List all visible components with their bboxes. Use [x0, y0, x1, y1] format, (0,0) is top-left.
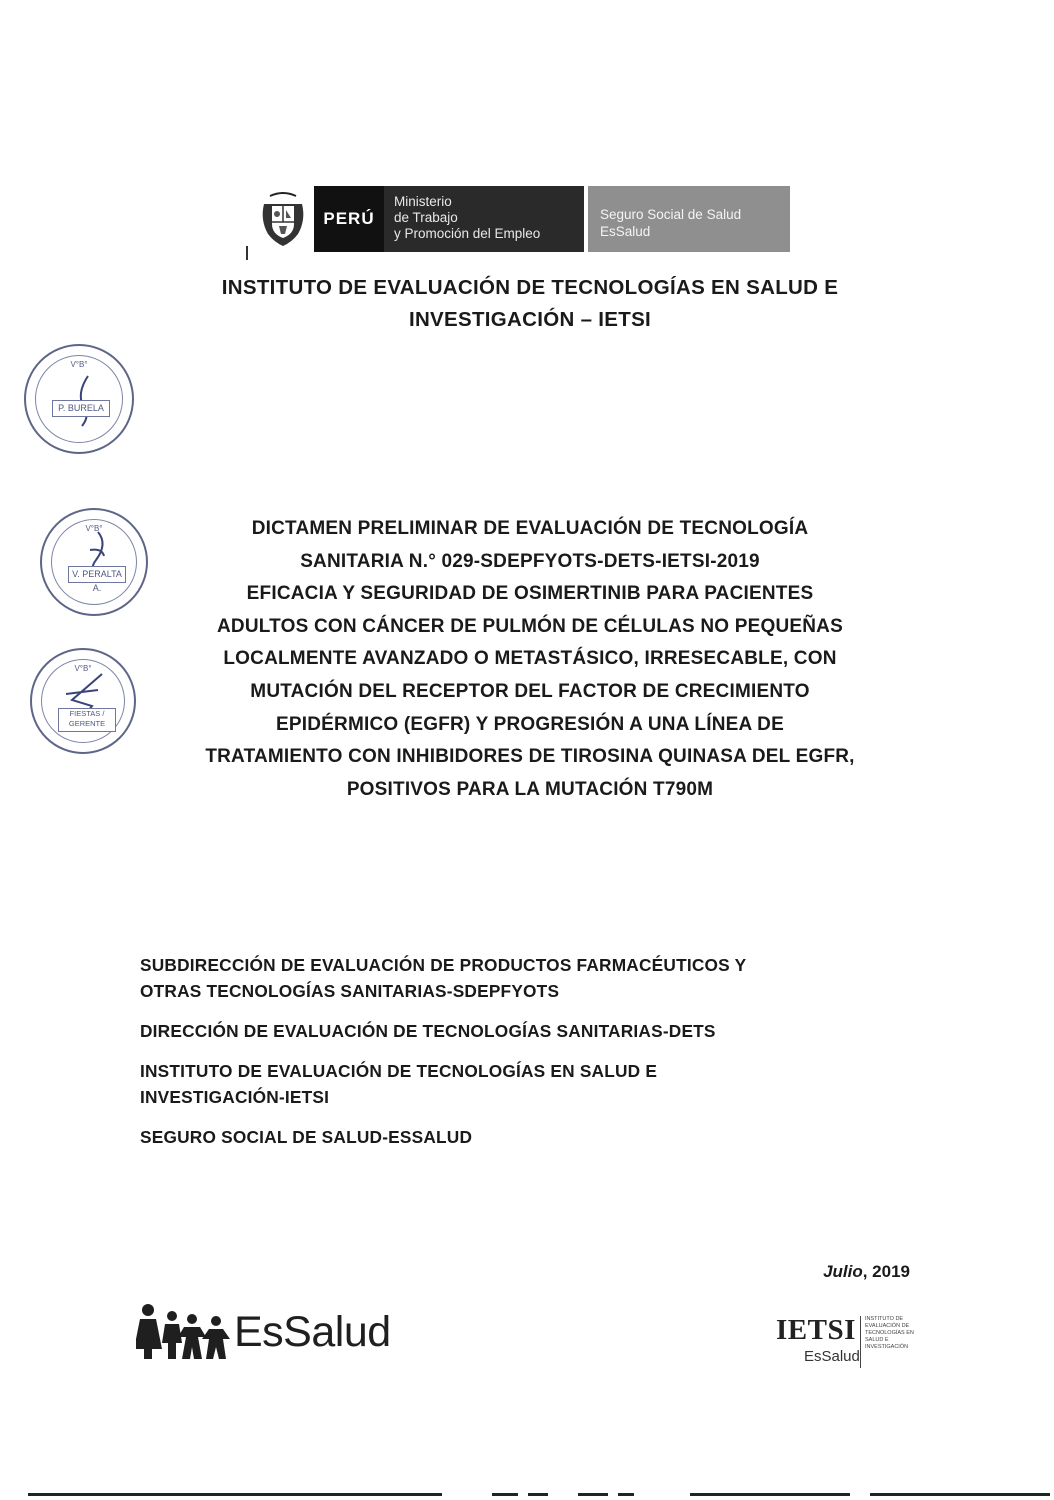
office-item: INSTITUTO DE EVALUACIÓN DE TECNOLOGÍAS EN SALUD E INVESTIGACIÓN-IETSI: [140, 1061, 658, 1107]
office-item: DIRECCIÓN DE EVALUACIÓN DE TECNOLOGÍAS SANITARIAS-DETS: [140, 1021, 716, 1041]
essalud-logo: [136, 1302, 391, 1362]
ietsi-logo-divider: [860, 1316, 861, 1368]
essalud-family-icon: [136, 1303, 230, 1361]
bottom-border-artifact: [0, 1493, 1054, 1497]
document-date: Julio, 2019: [823, 1262, 910, 1281]
approval-stamp-3: V°B° FIESTAS / GERENTE: [30, 648, 136, 754]
office-item: SEGURO SOCIAL DE SALUD-ESSALUD: [140, 1127, 473, 1147]
peru-label: PERÚ: [314, 186, 384, 252]
approval-stamp-2: V°B° V. PERALTA A.: [40, 508, 148, 616]
institute-title: INSTITUTO DE EVALUACIÓN DE TECNOLOGÍAS EN SALUD E INVESTIGACIÓN – IETSI: [221, 276, 839, 331]
ietsi-logo-subtext: EsSalud: [804, 1348, 860, 1365]
offices-list: [140, 952, 900, 1164]
office-item: SUBDIRECCIÓN DE EVALUACIÓN DE PRODUCTOS FARMACÉUTICOS Y OTRAS TECNOLOGÍAS SANITARIAS-SDEPFYOTS: [140, 955, 747, 1001]
approval-stamp-1: V°B° P. BURELA: [24, 344, 134, 454]
agency-label: Seguro Social de Salud EsSalud: [588, 186, 790, 252]
dictamen-title: DICTAMEN PRELIMINAR DE EVALUACIÓN DE TECNOLOGÍA SANITARIA N.° 029-SDEPFYOTS-DETS-IETSI-2019 EFICACIA Y SEGURIDAD DE OSIMERTINIB PARA PACIENTES ADULTOS CON CÁNCER DE PULMÓN DE CÉLULAS NO PEQUEÑAS LOCALMENTE AVANZADO O METASTÁSICO, IRRESECABLE, CON MUTACIÓN DEL RECEPTOR DEL FACTOR DE CRECIMIENTO EPIDÉRMICO (EGFR) Y PROGRESIÓN A UNA LÍNEA DE TRATAMIENTO CON INHIBIDORES DE TIROSINA QUINASA DEL EGFR, POSITIVOS PARA LA MUTACIÓN T790M: [205, 518, 855, 800]
peru-coat-of-arms-icon: [252, 186, 314, 252]
government-header-banner: [252, 186, 802, 252]
banner-mark: [246, 246, 248, 260]
ministry-label: Ministerio de Trabajo y Promoción del Empleo: [384, 186, 584, 252]
ietsi-logo: [772, 1310, 922, 1376]
ietsi-logo-text: IETSI: [776, 1314, 856, 1346]
essalud-logo-text: EsSalud: [234, 1307, 391, 1356]
ietsi-logo-caption: INSTITUTO DE EVALUACIÓN DE TECNOLOGÍAS EN SALUD E INVESTIGACIÓN: [865, 1316, 914, 1350]
